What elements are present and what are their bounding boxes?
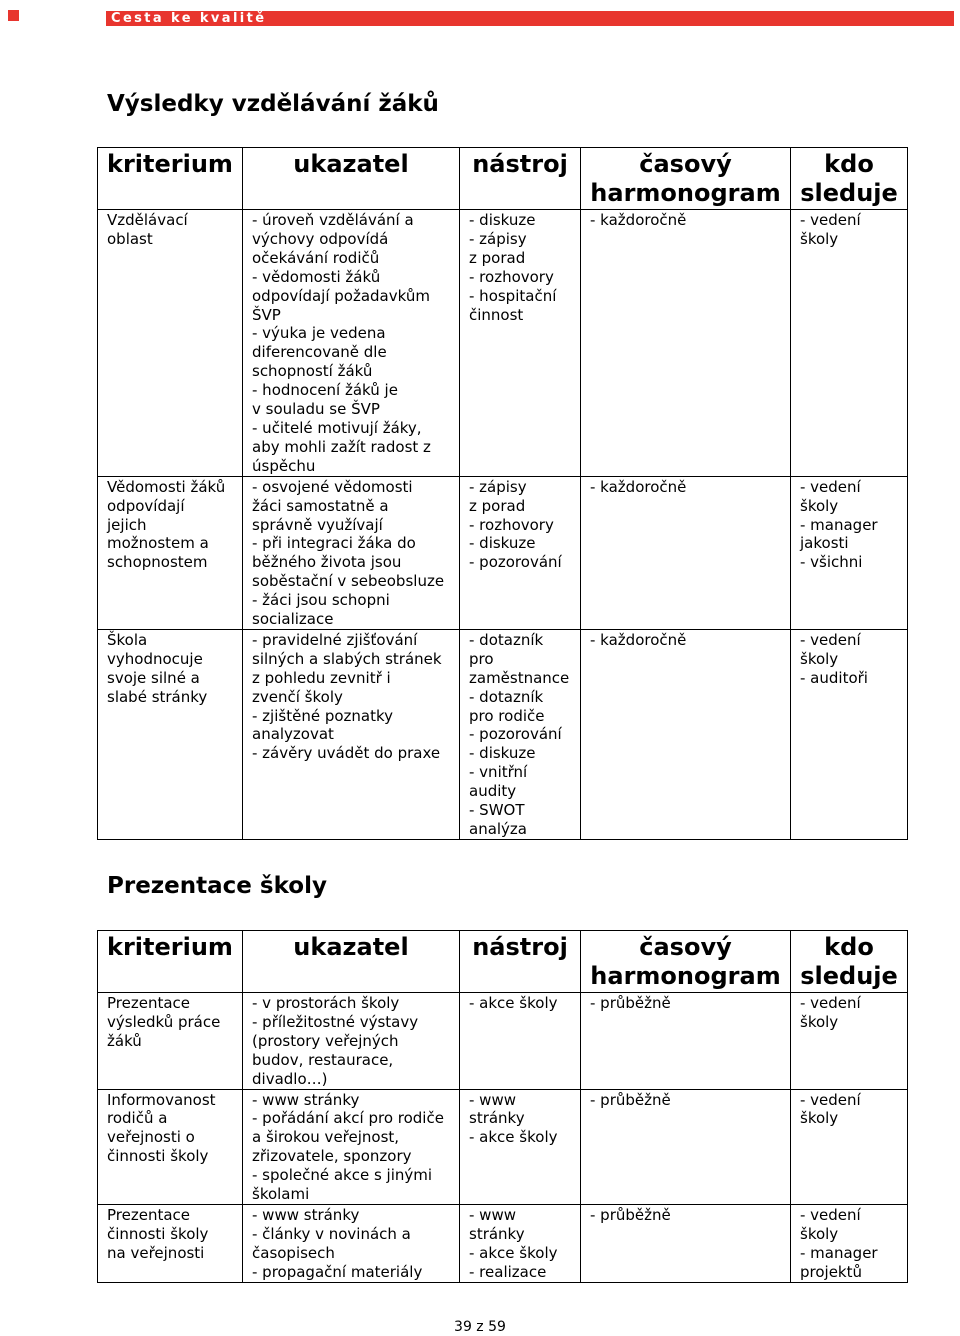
cell-nastroj (460, 1089, 581, 1204)
cell-line: - úroveň vzdělávání a (252, 211, 414, 229)
table-row (98, 1089, 908, 1204)
cell-line: zaměstnance (469, 668, 570, 687)
cell-line: Vzdělávací (107, 211, 188, 229)
cell-line: - průběžně (590, 1205, 671, 1224)
cell-line: - vědomosti žáků (252, 267, 381, 286)
cell-line: stránky (469, 1224, 525, 1243)
cell-line: odpovídají (107, 496, 185, 515)
cell-line: - vedení (800, 477, 861, 496)
cell-line: socializace (252, 610, 334, 629)
cell-line: - při integraci žáka do (252, 534, 416, 553)
cell-line: činnost (469, 305, 524, 324)
cell-line: - manager (800, 1243, 878, 1262)
cell-line: - pravidelné zjišťování (252, 630, 418, 649)
cell-sleduje (791, 476, 908, 629)
cell-line: očekávání rodičů (252, 248, 380, 267)
cell-line: - hospitační (469, 286, 557, 305)
cell-line: Prezentace (107, 994, 191, 1012)
cell-kriterium (98, 476, 243, 629)
cell-line: - SWOT (469, 801, 525, 820)
cell-line: z pohledu zevnitř i (252, 668, 391, 687)
cell-ukazatel (243, 1089, 460, 1204)
header-sleduje (791, 148, 908, 210)
cell-line: - www stránky (252, 1090, 360, 1109)
cell-line: silných a slabých stránek (252, 649, 442, 668)
cell-sleduje (791, 1204, 908, 1282)
header-sleduje-line: sleduje (800, 179, 898, 207)
cell-ukazatel (243, 476, 460, 629)
cell-line: - každoročně (590, 211, 687, 229)
cell-line: zřizovatele, sponzory (252, 1147, 412, 1166)
cell-line: a širokou veřejnost, (252, 1128, 400, 1147)
table-row (98, 629, 908, 839)
section-title-presentation: Prezentace školy (107, 873, 327, 899)
cell-kriterium (98, 1089, 243, 1204)
cell-nastroj (460, 993, 581, 1090)
cell-line: schopností žáků (252, 362, 373, 381)
cell-line: - v prostorách školy (252, 994, 400, 1012)
cell-line: - www (469, 1205, 516, 1224)
cell-line: - pozorování (469, 553, 562, 572)
page-number: 39 z 59 (454, 1319, 506, 1335)
cell-line: činnosti školy (107, 1147, 209, 1166)
table-row (98, 993, 908, 1090)
cell-line: diferencovaně dle (252, 343, 387, 362)
cell-line: aby mohli zažít radost z (252, 437, 431, 456)
cell-nastroj (460, 476, 581, 629)
cell-line: stránky (469, 1109, 525, 1128)
cell-sleduje (791, 210, 908, 477)
cell-line: - akce školy (469, 1243, 558, 1262)
cell-line: školy (800, 1109, 839, 1128)
cell-line: - průběžně (590, 994, 671, 1012)
cell-line: jakosti (800, 534, 849, 553)
header-sleduje-line: sleduje (800, 962, 898, 990)
cell-line: - všichni (800, 553, 863, 572)
cell-line: - vedení (800, 630, 861, 649)
header-harmonogram (581, 931, 791, 993)
cell-line: - www (469, 1090, 516, 1109)
cell-line: - akce školy (469, 1128, 558, 1147)
cell-line: výsledků práce (107, 1012, 221, 1031)
table-row (98, 1204, 908, 1282)
cell-line: úspěchu (252, 456, 316, 475)
cell-line: - realizace (469, 1262, 547, 1281)
cell-line: odpovídají požadavkům (252, 286, 430, 305)
cell-line: divadlo…) (252, 1069, 328, 1088)
cell-line: - výuka je vedena (252, 324, 386, 343)
cell-line: - pozorování (469, 725, 562, 744)
cell-line: Vědomosti žáků (107, 477, 226, 496)
cell-line: - rozhovory (469, 515, 554, 534)
cell-line: činnosti školy (107, 1224, 209, 1243)
cell-line: - žáci jsou schopni (252, 591, 390, 610)
cell-line: - osvojené vědomosti (252, 477, 413, 496)
header-harmonogram-line: časový (639, 933, 732, 961)
cell-line: - zápisy (469, 477, 527, 496)
header-kriterium: kriterium (98, 148, 243, 210)
cell-harmonogram (581, 1204, 791, 1282)
header-ukazatel: ukazatel (243, 148, 460, 210)
cell-line: pro rodiče (469, 706, 545, 725)
cell-line: školami (252, 1185, 310, 1204)
cell-harmonogram (581, 1089, 791, 1204)
header-sleduje-line: kdo (824, 933, 874, 961)
cell-line: - každoročně (590, 477, 687, 496)
cell-line: - manager (800, 515, 878, 534)
cell-line: - zápisy (469, 229, 527, 248)
cell-line: vyhodnocuje (107, 649, 203, 668)
cell-sleduje (791, 993, 908, 1090)
cell-line: správně využívají (252, 515, 383, 534)
table-header-row (98, 931, 908, 993)
cell-line: na veřejnosti (107, 1243, 205, 1262)
presentation-table (97, 930, 908, 1283)
cell-line: - hodnocení žáků je (252, 381, 398, 400)
header-nastroj: nástroj (460, 931, 581, 993)
cell-sleduje (791, 629, 908, 839)
header-harmonogram-line: časový (639, 150, 732, 178)
cell-line: - učitelé motivují žáky, (252, 418, 422, 437)
cell-line: - rozhovory (469, 267, 554, 286)
cell-line: - www stránky (252, 1205, 360, 1224)
cell-line: soběstační v sebeobsluze (252, 572, 445, 591)
cell-line: - společné akce s jinými (252, 1166, 433, 1185)
cell-line: oblast (107, 229, 153, 248)
cell-line: pro (469, 649, 494, 668)
cell-line: - vedení (800, 1090, 861, 1109)
cell-line: školy (800, 649, 839, 668)
cell-line: - závěry uvádět do praxe (252, 744, 441, 763)
cell-harmonogram (581, 629, 791, 839)
header-harmonogram (581, 148, 791, 210)
header-sleduje (791, 931, 908, 993)
cell-kriterium (98, 993, 243, 1090)
cell-line: - pořádání akcí pro rodiče (252, 1109, 444, 1128)
cell-line: - vnitřní (469, 763, 528, 782)
cell-harmonogram (581, 993, 791, 1090)
cell-nastroj (460, 210, 581, 477)
header-sleduje-line: kdo (824, 150, 874, 178)
cell-line: audity (469, 782, 517, 801)
header-kriterium: kriterium (98, 931, 243, 993)
cell-line: analýza (469, 820, 528, 838)
table-row (98, 476, 908, 629)
cell-kriterium (98, 1204, 243, 1282)
cell-line: - propagační materiály (252, 1262, 423, 1281)
header-ukazatel: ukazatel (243, 931, 460, 993)
cell-ukazatel (243, 993, 460, 1090)
cell-nastroj (460, 1204, 581, 1282)
header-accent-square (8, 10, 19, 21)
cell-line: - příležitostné výstavy (252, 1012, 419, 1031)
cell-line: Škola (107, 630, 148, 649)
cell-harmonogram (581, 210, 791, 477)
cell-line: - vedení (800, 1205, 861, 1224)
cell-line: schopnostem (107, 553, 208, 572)
cell-line: Informovanost (107, 1090, 216, 1109)
cell-line: - dotazník (469, 687, 544, 706)
cell-line: školy (800, 496, 839, 515)
cell-line: z porad (469, 248, 526, 267)
cell-line: analyzovat (252, 725, 334, 744)
cell-line: - dotazník (469, 630, 544, 649)
cell-line: školy (800, 1224, 839, 1243)
cell-line: - vedení (800, 994, 861, 1012)
section-title-results: Výsledky vzdělávání žáků (107, 91, 439, 117)
cell-line: - akce školy (469, 994, 558, 1012)
cell-line: (prostory veřejných (252, 1031, 399, 1050)
cell-line: svoje silné a (107, 668, 200, 687)
table-row (98, 210, 908, 477)
table-header-row (98, 148, 908, 210)
cell-line: z porad (469, 496, 526, 515)
cell-line: školy (800, 1012, 839, 1031)
cell-line: - každoročně (590, 630, 687, 649)
cell-line: - průběžně (590, 1090, 671, 1109)
cell-line: - diskuze (469, 534, 536, 553)
cell-kriterium (98, 210, 243, 477)
cell-line: v souladu se ŠVP (252, 400, 380, 419)
cell-line: budov, restaurace, (252, 1050, 394, 1069)
cell-line: jejich (107, 515, 147, 534)
cell-line: zvenčí školy (252, 687, 343, 706)
cell-nastroj (460, 629, 581, 839)
cell-ukazatel (243, 629, 460, 839)
cell-line: veřejnosti o (107, 1128, 195, 1147)
cell-line: žáků (107, 1031, 142, 1050)
cell-ukazatel (243, 1204, 460, 1282)
cell-line: - zjištěné poznatky (252, 706, 393, 725)
cell-line: - auditoři (800, 668, 868, 687)
cell-line: možnostem a (107, 534, 209, 553)
header-harmonogram-line: harmonogram (590, 962, 781, 990)
header-nastroj: nástroj (460, 148, 581, 210)
cell-ukazatel (243, 210, 460, 477)
cell-line: rodičů a (107, 1109, 168, 1128)
cell-line: Prezentace (107, 1205, 191, 1224)
cell-line: ŠVP (252, 305, 281, 324)
cell-line: - články v novinách a (252, 1224, 411, 1243)
cell-line: časopisech (252, 1243, 335, 1262)
cell-harmonogram (581, 476, 791, 629)
cell-line: běžného života jsou (252, 553, 402, 572)
cell-line: projektů (800, 1262, 863, 1281)
cell-line: - diskuze (469, 744, 536, 763)
cell-kriterium (98, 629, 243, 839)
header-label: Cesta ke kvalitě (111, 11, 267, 26)
cell-line: výchovy odpovídá (252, 229, 389, 248)
cell-line: - vedení (800, 211, 861, 229)
cell-line: žáci samostatně a (252, 496, 389, 515)
cell-sleduje (791, 1089, 908, 1204)
cell-line: školy (800, 229, 839, 248)
header-harmonogram-line: harmonogram (590, 179, 781, 207)
cell-line: - diskuze (469, 211, 536, 229)
results-table (97, 147, 908, 840)
cell-line: slabé stránky (107, 687, 208, 706)
